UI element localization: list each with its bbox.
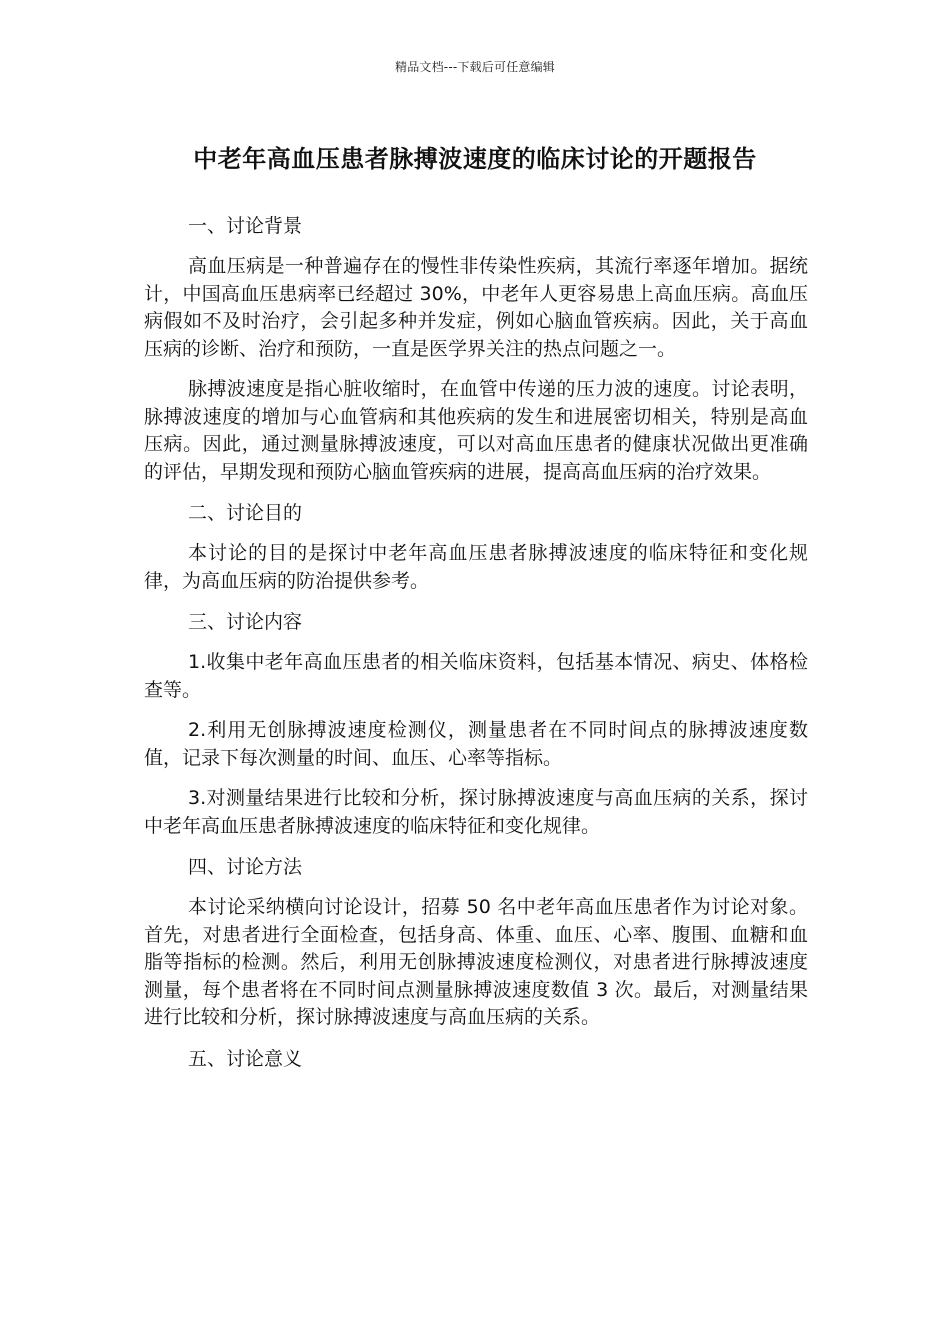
list-item: 2.利用无创脉搏波速度检测仪，测量患者在不同时间点的脉搏波速度数值，记录下每次测量的时间、血压、心率等指标。: [144, 719, 808, 769]
paragraph: 本讨论采纳横向讨论设计，招募 50 名中老年高血压患者作为讨论对象。首先，对患者进行全面检查，包括身高、体重、血压、心率、腹围、血糖和血脂等指标的检测。然后，利用无创脉搏波速度检测仪，对患者进行脉搏波速度测量，每个患者将在不同时间点测量脉搏波速度数值 3 次。最后，对测量结果进行比较和分析，探讨脉搏波速度与高血压病的关系。: [144, 896, 808, 1028]
list-item: 1.收集中老年高血压患者的相关临床资料，包括基本情况、病史、体格检查等。: [144, 651, 808, 701]
paragraph: 高血压病是一种普遍存在的慢性非传染性疾病，其流行率逐年增加。据统计，中国高血压患病率已经超过 30%，中老年人更容易患上高血压病。高血压病假如不及时治疗，会引起多种并发症，例如心脑血管疾病。因此，关于高血压病的诊断、治疗和预防，一直是医学界关注的热点问题之一。: [144, 255, 808, 360]
list-item: 3.对测量结果进行比较和分析，探讨脉搏波速度与高血压病的关系，探讨中老年高血压患者脉搏波速度的临床特征和变化规律。: [144, 787, 808, 837]
header-note: 精品文档---下载后可任意编辑: [395, 60, 555, 74]
paragraph: 本讨论的目的是探讨中老年高血压患者脉搏波速度的临床特征和变化规律，为高血压病的防治提供参考。: [144, 542, 808, 592]
section-heading-content: 三、讨论内容: [188, 611, 303, 633]
document-title: 中老年高血压患者脉搏波速度的临床讨论的开题报告: [193, 145, 757, 173]
document-body: [144, 212, 808, 1086]
section-heading-purpose: 二、讨论目的: [188, 502, 303, 524]
paragraph: 脉搏波速度是指心脏收缩时，在血管中传递的压力波的速度。讨论表明，脉搏波速度的增加与心血管病和其他疾病的发生和进展密切相关，特别是高血压病。因此，通过测量脉搏波速度，可以对高血压患者的健康状况做出更准确的评估，早期发现和预防心脑血管疾病的进展，提高高血压病的治疗效果。: [144, 378, 808, 483]
section-heading-background: 一、讨论背景: [188, 215, 303, 237]
section-heading-significance: 五、讨论意义: [188, 1047, 303, 1070]
section-heading-methods: 四、讨论方法: [188, 856, 303, 878]
